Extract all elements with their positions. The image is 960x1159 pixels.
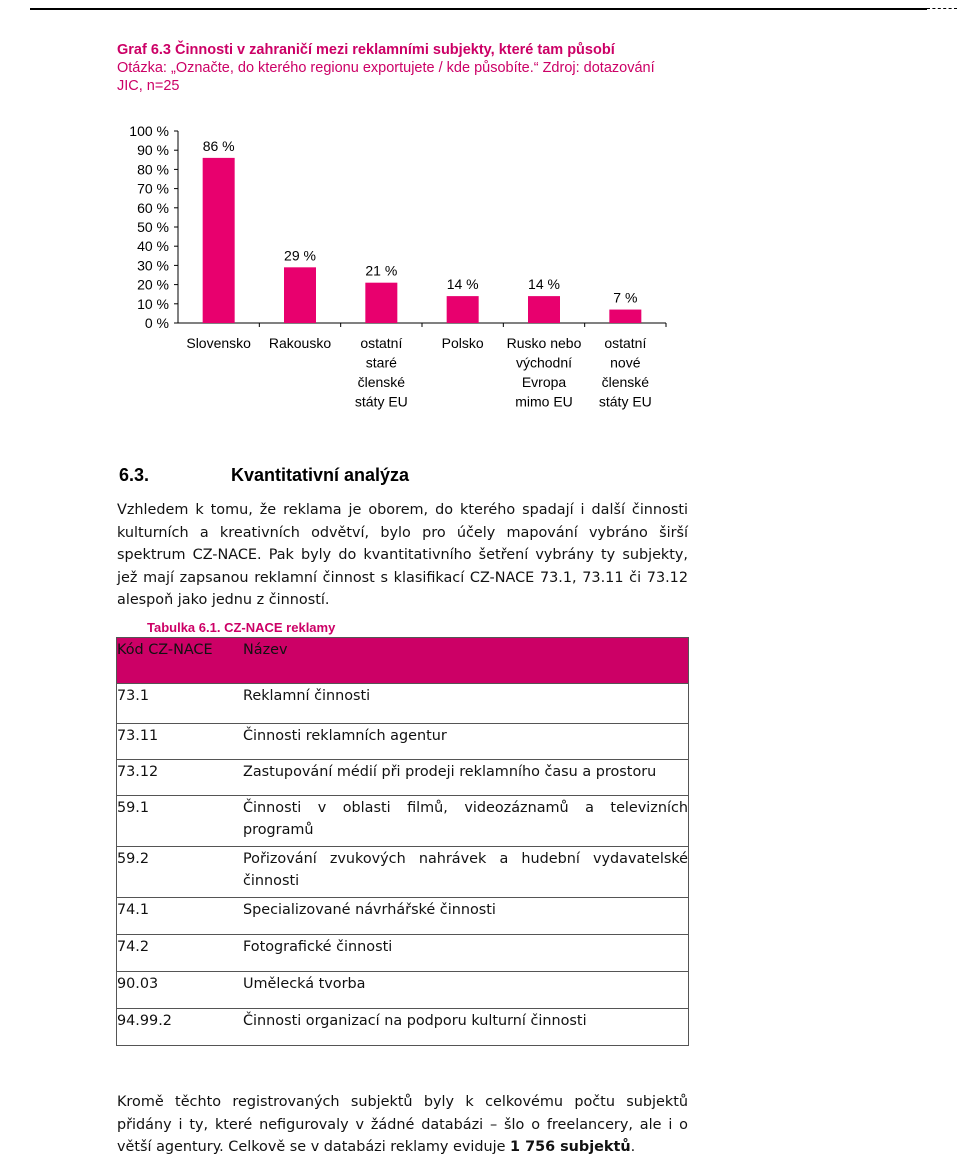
- y-tick-label: 70 %: [137, 180, 169, 197]
- category-label-line: státy EU: [598, 393, 652, 410]
- row-code: 94.99.2: [117, 1009, 244, 1046]
- summary-end: .: [630, 1139, 636, 1155]
- bar: [528, 296, 560, 323]
- row-code: 74.2: [117, 935, 244, 972]
- row-name: Pořizování zvukových nahrávek a hudební vydavatelské činnosti: [243, 847, 689, 898]
- row-name: Specializované návrhářské činnosti: [243, 898, 689, 935]
- category-label-line: staré: [365, 354, 397, 371]
- table-header-row: [117, 638, 689, 684]
- table-row: [117, 684, 689, 724]
- section-title: Kvantitativní analýza: [231, 465, 410, 485]
- table-row: [117, 724, 689, 760]
- row-code: 73.11: [117, 724, 244, 760]
- y-tick-label: 80 %: [137, 161, 169, 178]
- bar: [284, 267, 316, 323]
- paragraph-intro: Vzhledem k tomu, že reklama je oborem, do kterého spadají i další činnosti kulturních a kreativních odvětví, bylo pro účely mapování vybráno širší spektrum CZ-NACE. Pak byly do kvantitativního šetření vybrány ty subjekty, jež mají zapsanou reklamní činnost s klasifikací CZ-NACE 73.1, 73.11 či 73.12 alespoň jako jednu z činností.: [117, 502, 688, 608]
- category-label-line: ostatní: [604, 335, 647, 351]
- paragraph-summary: [117, 1091, 688, 1159]
- category-label-line: členské: [357, 374, 406, 390]
- category-label-line: nové: [610, 354, 641, 371]
- bar-value-label: 14 %: [446, 276, 479, 293]
- row-code: 73.1: [117, 684, 244, 724]
- row-name: Zastupování médií při prodeji reklamního času a prostoru: [243, 760, 689, 796]
- top-rule-dashed: [927, 8, 957, 9]
- row-code: 90.03: [117, 972, 244, 1009]
- bar: [447, 296, 479, 323]
- table-row: [117, 796, 689, 847]
- nace-table: [116, 637, 689, 1046]
- table-row: [117, 847, 689, 898]
- bar-value-label: 14 %: [528, 276, 560, 293]
- row-name: Činnosti organizací na podporu kulturní činnosti: [243, 1009, 689, 1046]
- category-label: [599, 335, 652, 410]
- y-tick-label: 20 %: [137, 276, 169, 293]
- category-label: [269, 335, 331, 351]
- category-label-line: Rakousko: [268, 335, 332, 351]
- graph-title-main: Graf 6.3 Činnosti v zahraničí mezi reklamními subjekty, které tam působí: [117, 42, 615, 58]
- row-code: 59.1: [117, 796, 244, 847]
- y-tick-label: 90 %: [137, 142, 169, 159]
- row-code: 73.12: [117, 760, 244, 796]
- category-label: [507, 335, 582, 410]
- category-label-line: státy EU: [354, 393, 408, 410]
- table-caption: Tabulka 6.1. CZ-NACE reklamy: [147, 620, 336, 635]
- section-heading: [119, 465, 409, 486]
- bar-value-label: 7 %: [613, 289, 638, 306]
- graph-title: [117, 41, 677, 95]
- table-row: [117, 898, 689, 935]
- row-code: 74.1: [117, 898, 244, 935]
- category-label-line: Polsko: [441, 335, 484, 351]
- y-tick-label: 40 %: [137, 238, 169, 255]
- category-label: [186, 335, 251, 351]
- summary-text: Kromě těchto registrovaných subjektů byly k celkovému počtu subjektů přidány i ty, které nefigurovaly v žádné databázi – šlo o freelancery, ale i o větší agentury. Celkově se v databázi reklamy eviduje: [117, 1094, 688, 1155]
- category-label-line: ostatní: [360, 335, 403, 351]
- table-row: [117, 935, 689, 972]
- bar-chart: [110, 118, 680, 418]
- row-name: Reklamní činnosti: [243, 684, 689, 724]
- table-row: [117, 972, 689, 1009]
- bar-value-label: 29 %: [284, 247, 316, 264]
- graph-title-question: Otázka: „Označte, do kterého regionu exportujete / kde působíte.“ Zdroj: dotazování JIC, n=25: [117, 60, 655, 94]
- bar: [365, 283, 397, 323]
- row-name: Činnosti reklamních agentur: [243, 724, 689, 760]
- bar: [203, 158, 235, 323]
- bar-value-label: 86 %: [202, 137, 235, 154]
- category-label-line: mimo EU: [515, 393, 573, 410]
- category-label: [355, 335, 408, 410]
- y-tick-label: 10 %: [137, 295, 169, 312]
- row-name: Činnosti v oblasti filmů, videozáznamů a televizních programů: [243, 796, 689, 847]
- category-label-line: Evropa: [521, 374, 567, 390]
- row-name: Fotografické činnosti: [243, 935, 689, 972]
- category-label: [442, 335, 484, 351]
- summary-count: 1 756 subjektů: [510, 1139, 631, 1155]
- category-label-line: členské: [601, 374, 650, 390]
- y-tick-label: 30 %: [137, 257, 169, 274]
- y-tick-label: 0 %: [144, 315, 169, 331]
- bar: [609, 310, 641, 323]
- y-tick-label: 60 %: [137, 199, 169, 216]
- row-code: 59.2: [117, 847, 244, 898]
- category-label-line: Slovensko: [186, 335, 251, 351]
- category-label-line: Rusko nebo: [506, 335, 582, 351]
- table-row: [117, 1009, 689, 1046]
- bar-value-label: 21 %: [365, 262, 398, 279]
- row-name: Umělecká tvorba: [243, 972, 689, 1009]
- top-rule: [30, 8, 927, 10]
- section-number: 6.3.: [119, 465, 150, 485]
- y-tick-label: 100 %: [129, 123, 169, 139]
- header-code: Kód CZ-NACE: [117, 638, 244, 684]
- table-row: [117, 760, 689, 796]
- category-label-line: východní: [515, 354, 573, 371]
- y-tick-label: 50 %: [137, 219, 169, 235]
- header-name: Název: [243, 638, 689, 684]
